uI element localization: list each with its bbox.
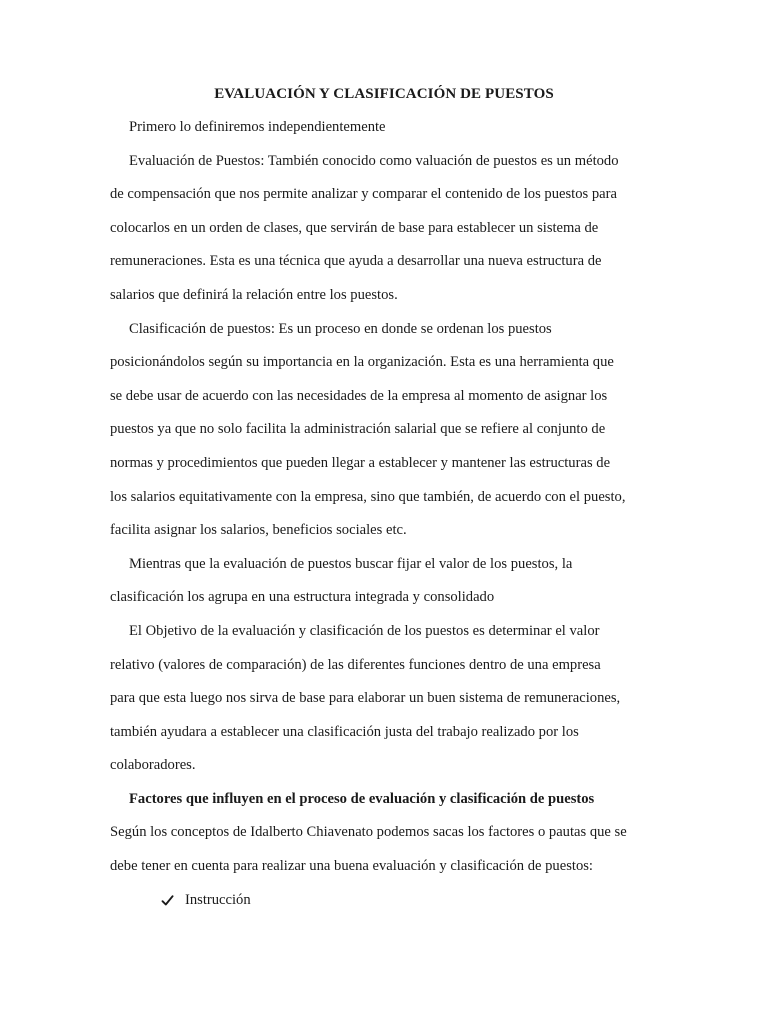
document-title: EVALUACIÓN Y CLASIFICACIÓN DE PUESTOS: [214, 86, 554, 102]
check-icon: [161, 894, 174, 907]
text-line: Factores que influyen en el proceso de evaluación y clasificación de puestos: [129, 790, 595, 807]
intro-paragraph: [110, 111, 662, 145]
text-line: para que esta luego nos sirva de base para elaborar un buen sistema de remuneraciones,: [110, 690, 621, 707]
text-line: colocarlos en un orden de clases, que servirán de base para establecer un sistema de: [110, 219, 599, 236]
text-line: relativo (valores de comparación) de las diferentes funciones dentro de una empresa: [110, 656, 601, 673]
comparison-paragraph: [110, 548, 662, 615]
text-line: Primero lo definiremos independientemente: [129, 119, 386, 135]
text-line: facilita asignar los salarios, beneficios sociales etc.: [110, 522, 407, 539]
text-line: debe tener en cuenta para realizar una buena evaluación y clasificación de puestos:: [110, 858, 593, 875]
text-line: Según los conceptos de Idalberto Chiavenato podemos sacas los factores o pautas que se: [110, 824, 627, 841]
classification-definition-paragraph: [110, 313, 662, 548]
evaluation-definition-paragraph: [110, 145, 662, 313]
bullet-item: [110, 884, 662, 918]
text-line: El Objetivo de la evaluación y clasificación de los puestos es determinar el valor: [129, 622, 600, 639]
text-line: remuneraciones. Esta es una técnica que ayuda a desarrollar una nueva estructura de: [110, 253, 602, 270]
bullet-label: Instrucción: [185, 891, 251, 908]
text-line: normas y procedimientos que pueden llegar a establecer y mantener las estructuras de: [110, 454, 611, 471]
text-line: también ayudara a establecer una clasificación justa del trabajo realizado por los: [110, 723, 579, 740]
factors-subheading: [110, 783, 662, 817]
text-line: los salarios equitativamente con la empresa, sino que también, de acuerdo con el puesto,: [110, 488, 626, 505]
document-body: [110, 111, 662, 917]
text-line: de compensación que nos permite analizar y comparar el contenido de los puestos para: [110, 186, 617, 203]
text-line: clasificación los agrupa en una estructura integrada y consolidado: [110, 589, 495, 606]
chiavenato-paragraph: [110, 816, 662, 883]
text-line: colaboradores.: [110, 757, 196, 774]
text-line: Mientras que la evaluación de puestos buscar fijar el valor de los puestos, la: [129, 555, 573, 572]
text-line: Evaluación de Puestos: También conocido como valuación de puestos es un método: [129, 152, 619, 169]
objective-paragraph: [110, 615, 662, 783]
text-line: puestos ya que no solo facilita la administración salarial que se refiere al conjunto de: [110, 421, 606, 438]
text-line: se debe usar de acuerdo con las necesidades de la empresa al momento de asignar los: [110, 387, 608, 404]
text-line: Clasificación de puestos: Es un proceso en donde se ordenan los puestos: [129, 320, 552, 337]
text-line: salarios que definirá la relación entre los puestos.: [110, 286, 398, 303]
text-line: posicionándolos según su importancia en la organización. Esta es una herramienta que: [110, 354, 614, 371]
